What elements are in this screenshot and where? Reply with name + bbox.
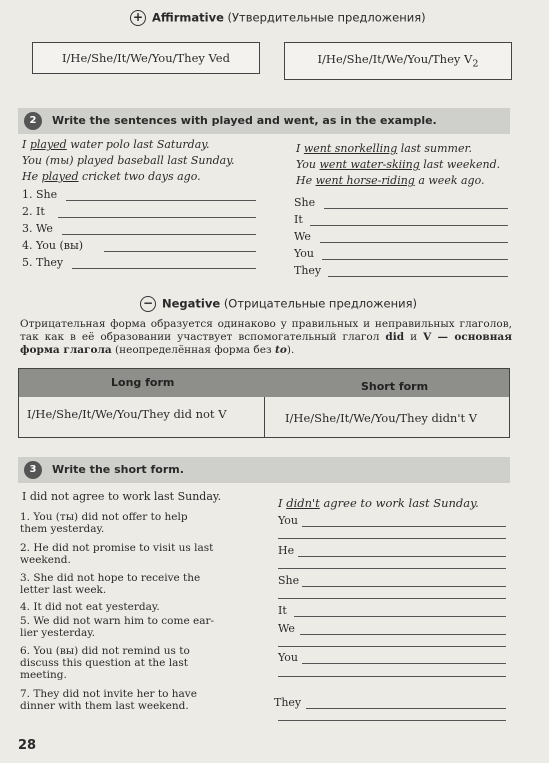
answer-line[interactable] [302,526,506,527]
answer-line[interactable] [302,663,506,664]
affirmative-subtitle: (Утвердительные предложения) [227,10,426,25]
formula-regular-box [32,42,260,74]
ex2-right-item-3: We [294,230,311,243]
answer-line[interactable] [278,538,506,539]
ex2-right-item-4: You [294,247,315,260]
ex3-item-1: 1. You (ты) did not offer to help them yesterday. [20,511,188,535]
affirmative-heading [130,10,426,26]
ex2-right-item-2: It [294,213,303,226]
example-left-3: He played cricket two days ago. [22,170,201,183]
forms-table [18,368,510,438]
ex3-example-right: I didn't agree to work last Sunday. [278,496,479,510]
answer-line[interactable] [62,234,256,235]
ex2-item-1: 1. She [22,188,58,201]
ex3-item-2: 2. He did not promise to visit us last weekend. [20,542,214,566]
answer-line[interactable] [72,268,256,269]
minus-icon: − [140,296,156,312]
table-divider [264,397,265,437]
ex3-subject-3: She [278,574,300,587]
ex3-item-5: 5. We did not warn him to come ear- lier yesterday. [20,615,215,639]
long-form-header: Long form [111,376,175,389]
exercise-3-number: 3 [24,461,42,479]
formula-irregular-box [284,42,512,80]
negative-heading [140,296,417,312]
forms-table-header [19,369,509,397]
example-right-3: He went horse-riding a week ago. [296,174,485,187]
ex2-right-item-1: She [294,196,316,209]
formula-regular: I/He/She/It/We/You/They Ved [62,51,230,65]
ex3-subject-6: You [278,651,299,664]
negative-label: Negative [162,296,221,311]
long-form-value: I/He/She/It/We/You/They did not V [27,407,227,421]
formula-irregular-text: I/He/She/It/We/You/They V [317,52,473,67]
answer-line[interactable] [278,720,506,721]
ex3-example-left: I did not agree to work last Sunday. [22,490,222,503]
answer-line[interactable] [324,208,508,209]
ex3-item-7: 7. They did not invite her to have dinner with them last weekend. [20,688,197,712]
ex3-subject-5: We [278,622,295,635]
answer-line[interactable] [278,568,506,569]
exercise-3-header [18,457,510,483]
exercise-2-header [18,108,510,134]
short-form-value: I/He/She/It/We/You/They didn't V [285,411,478,425]
answer-line[interactable] [58,217,256,218]
exercise-2-number: 2 [24,112,42,130]
negative-rule-paragraph: Отрицательная форма образуется одинаково у правильных и неправильных глаголов, так как в её образовании участвует вспомогательный глагол did и V — основная форма глагола (неопределённая форма без to). [20,318,512,356]
answer-line[interactable] [310,225,508,226]
ex3-item-3: 3. She did not hope to receive the letter last week. [20,572,201,596]
answer-line[interactable] [300,634,506,635]
answer-line[interactable] [278,646,506,647]
answer-line[interactable] [294,616,506,617]
answer-line[interactable] [104,251,256,252]
answer-line[interactable] [298,556,506,557]
short-form-header: Short form [361,380,429,393]
answer-line[interactable] [322,259,508,260]
answer-line[interactable] [306,708,506,709]
example-right-2: You went water-skiing last weekend. [296,158,501,171]
negative-subtitle: (Отрицательные предложения) [223,296,417,311]
ex3-subject-2: He [278,544,295,557]
answer-line[interactable] [302,586,506,587]
answer-line[interactable] [66,200,256,201]
example-right-1: I went snorkelling last summer. [296,142,473,155]
ex3-subject-7: They [274,696,302,709]
example-left-1: I played water polo last Saturday. [22,138,210,151]
affirmative-label: Affirmative [152,10,224,25]
answer-line[interactable] [320,242,508,243]
ex3-item-6: 6. You (вы) did not remind us to discuss this question at the last meeting. [20,645,190,681]
ex2-item-2: 2. It [22,205,45,218]
ex3-item-4: 4. It did not eat yesterday. [20,601,160,613]
ex2-item-5: 5. They [22,256,64,269]
formula-irregular [318,52,479,69]
answer-line[interactable] [278,598,506,599]
ex2-item-4: 4. You (вы) [22,239,84,252]
exercise-2-title: Write the sentences with played and went, as in the example. [52,114,437,127]
answer-line[interactable] [278,676,506,677]
exercise-3-title: Write the short form. [52,463,184,476]
plus-icon: + [130,10,146,26]
example-left-2: You (ты) played baseball last Sunday. [22,154,235,167]
formula-irregular-sub: 2 [472,58,479,70]
ex3-subject-1: You [278,514,299,527]
ex2-item-3: 3. We [22,222,53,235]
ex2-right-item-5: They [294,264,322,277]
answer-line[interactable] [328,276,508,277]
page-number: 28 [18,738,37,753]
ex3-subject-4: It [278,604,287,617]
